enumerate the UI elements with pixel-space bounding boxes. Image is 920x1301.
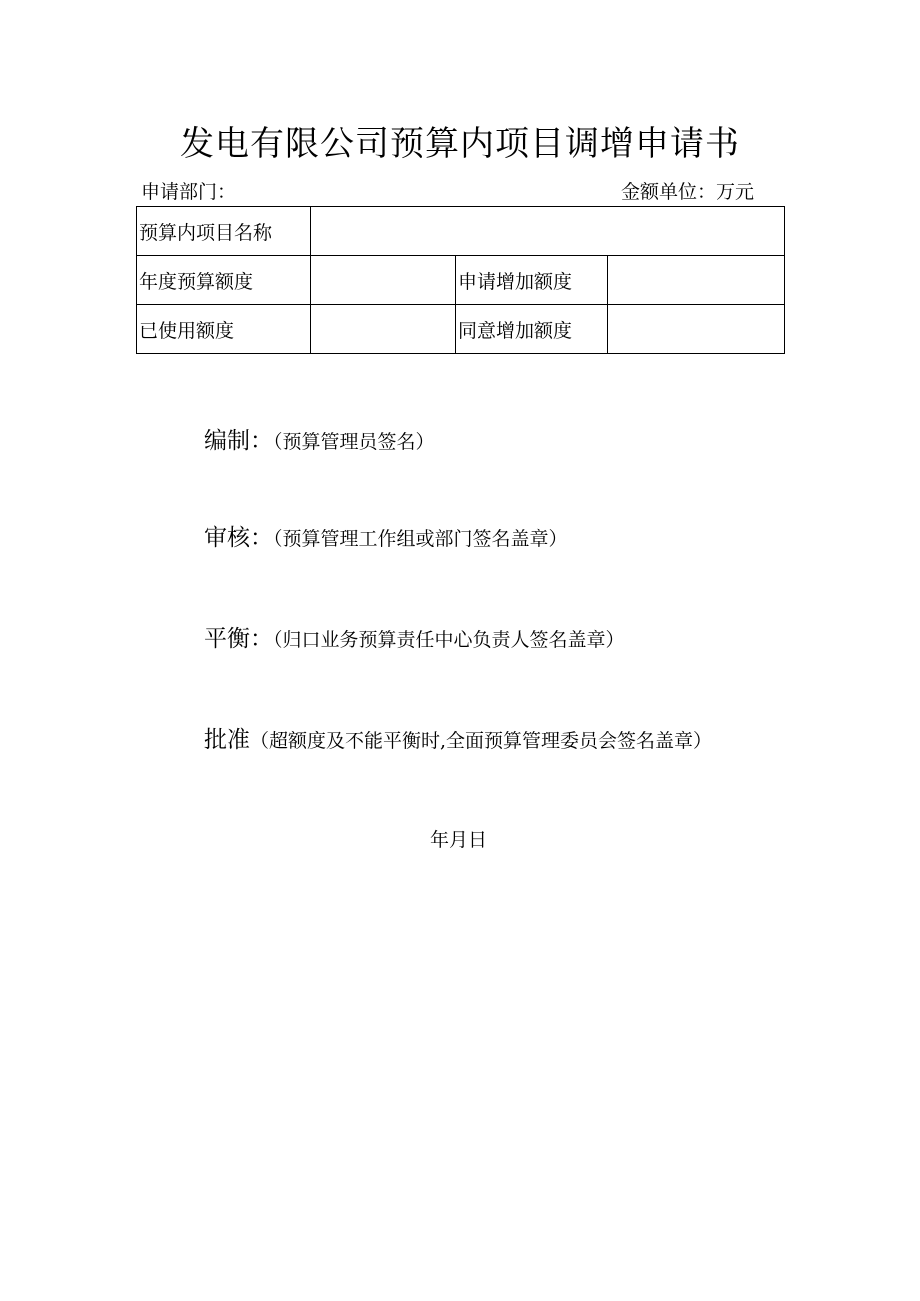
application-form-table [136,206,785,354]
amount-unit-label: 金额单位：万元 [620,181,754,203]
signature-label: 审核： [204,525,273,551]
date-line: 年月日 [430,829,488,851]
used-amount-label: 已使用额度 [137,305,311,354]
project-name-label: 预算内项目名称 [137,207,311,256]
signature-note: （预算管理员签名） [273,431,435,453]
signature-label: 批准 [204,727,250,753]
used-amount-field[interactable] [311,305,456,354]
table-row [137,207,785,256]
annual-budget-label: 年度预算额度 [137,256,311,305]
table-row [137,256,785,305]
signature-label: 编制： [204,428,273,454]
signature-label: 平衡： [204,626,273,652]
signature-line-review [204,522,568,555]
department-label: 申请部门： [141,181,237,203]
signature-note: （超额度及不能平衡时,全面预算管理委员会签名盖章） [250,730,713,752]
table-row [137,305,785,354]
approved-increase-field[interactable] [608,305,785,354]
document-title: 发电有限公司预算内项目调增申请书 [180,124,740,164]
signature-line-balance [204,623,625,656]
project-name-field[interactable] [311,207,785,256]
signature-note: （预算管理工作组或部门签名盖章） [273,528,568,550]
signature-line-compile [204,425,435,458]
requested-increase-label: 申请增加额度 [456,256,608,305]
requested-increase-field[interactable] [608,256,785,305]
signature-line-approve [204,724,712,757]
annual-budget-field[interactable] [311,256,456,305]
approved-increase-label: 同意增加额度 [456,305,608,354]
signature-note: （归口业务预算责任中心负责人签名盖章） [273,629,625,651]
